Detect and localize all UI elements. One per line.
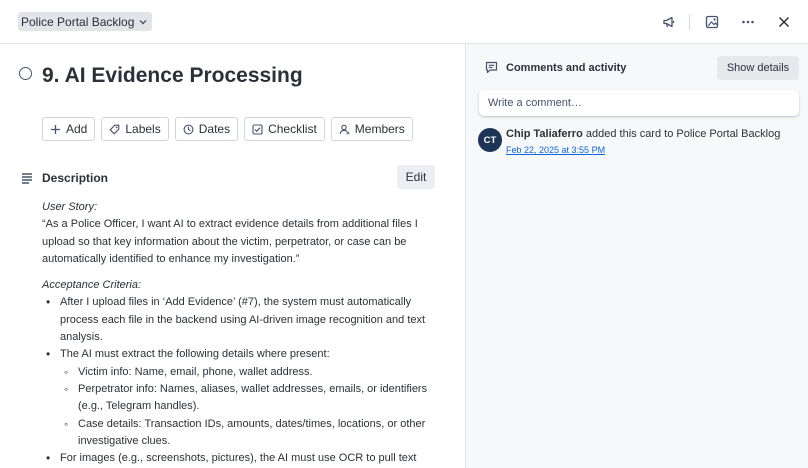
- acceptance-criteria-label: Acceptance Criteria:: [42, 279, 142, 292]
- user-story-label: User Story:: [42, 201, 98, 213]
- show-details-button[interactable]: Show details: [717, 56, 799, 80]
- chevron-down-icon: [138, 17, 148, 27]
- mark-complete-toggle[interactable]: [19, 67, 32, 80]
- activity-entry: [506, 128, 780, 140]
- add-button[interactable]: [42, 117, 95, 141]
- card-title[interactable]: 9. AI Evidence Processing: [42, 64, 303, 87]
- checklist-icon: [252, 124, 263, 135]
- activity-action: added this card to Police Portal Backlog: [585, 128, 781, 140]
- comment-input[interactable]: [479, 90, 799, 116]
- description-icon: [20, 171, 34, 185]
- list-item: • After I upload files in ‘Add Evidence’ (#7), the system must automatically process each file in the backend using AI-driven image recognition and text analysis.: [42, 294, 442, 346]
- checklist-button-label: Checklist: [268, 122, 317, 136]
- dates-button-label: Dates: [198, 122, 231, 136]
- dates-button[interactable]: [175, 117, 238, 141]
- more-icon[interactable]: [734, 10, 762, 34]
- description-body[interactable]: [42, 199, 442, 467]
- person-icon: [339, 124, 350, 135]
- criteria-list: [42, 294, 442, 467]
- labels-button[interactable]: [101, 117, 168, 141]
- megaphone-icon[interactable]: [655, 10, 683, 34]
- toolbar-divider: [689, 14, 690, 30]
- checklist-button[interactable]: [244, 117, 325, 141]
- user-story-text: “As a Police Officer, I want AI to extract evidence details from additional files I upload so that key information about the victim, perpetrator, or case can be automatically identified to enhance my investigation.”: [42, 218, 418, 265]
- tag-icon: [109, 124, 120, 135]
- list-name: Police Portal Backlog: [21, 14, 135, 29]
- image-icon[interactable]: [698, 10, 726, 34]
- sub-criteria-list: [60, 364, 442, 450]
- list-item: • For images (e.g., screenshots, pictures), the AI must use OCR to pull text: [42, 450, 442, 467]
- comments-heading: Comments and activity: [506, 62, 627, 74]
- members-button[interactable]: [331, 117, 413, 141]
- activity-timestamp[interactable]: Feb 22, 2025 at 3:55 PM: [506, 145, 606, 155]
- list-item: ◦ Case details: Transaction IDs, amounts, dates/times, locations, or other investigative clues.: [60, 416, 442, 451]
- list-item: [42, 346, 442, 450]
- card-actions: [42, 117, 413, 141]
- avatar[interactable]: CT: [478, 128, 502, 152]
- edit-description-button[interactable]: Edit: [397, 165, 435, 189]
- description-heading: Description: [42, 171, 109, 185]
- members-button-label: Members: [354, 122, 405, 136]
- close-icon[interactable]: [770, 10, 798, 34]
- add-button-label: Add: [66, 122, 88, 136]
- card-header: [0, 0, 808, 44]
- labels-button-label: Labels: [125, 122, 161, 136]
- list-item: ◦ Victim info: Name, email, phone, wallet address.: [60, 364, 442, 381]
- list-selector[interactable]: [18, 12, 152, 31]
- comments-pane: [465, 44, 808, 468]
- comment-icon: [485, 61, 498, 74]
- activity-author[interactable]: Chip Taliaferro: [506, 128, 583, 140]
- list-item: ◦ Perpetrator info: Names, aliases, wallet addresses, emails, or identifiers (e.g., Telegram handles).: [60, 381, 442, 416]
- plus-icon: [50, 124, 61, 135]
- list-item-text: The AI must extract the following details where present:: [60, 348, 330, 361]
- clock-icon: [183, 124, 194, 135]
- card-main-pane: [0, 44, 465, 468]
